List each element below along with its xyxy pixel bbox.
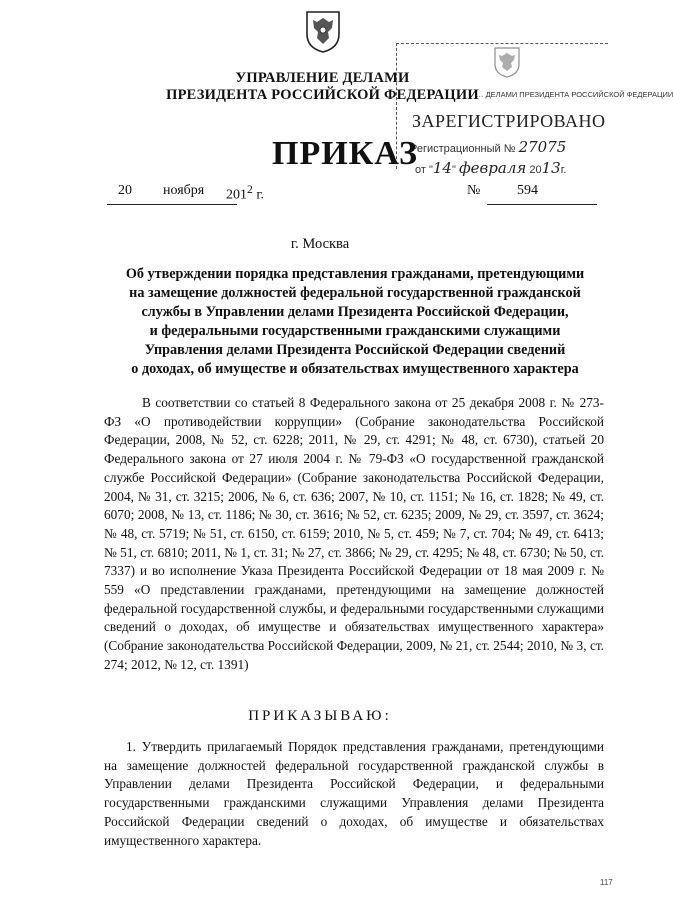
order-day: 20 bbox=[118, 183, 132, 198]
org-line-2: ПРЕЗИДЕНТА РОССИЙСКОЙ ФЕДЕРАЦИИ bbox=[166, 87, 479, 103]
order-number: 594 bbox=[517, 183, 538, 198]
heading-line: Об утверждении порядка представления гражданами, претендующими bbox=[125, 266, 585, 282]
org-line-1: УПРАВЛЕНИЕ ДЕЛАМИ bbox=[235, 70, 410, 86]
stamp-date-prefix: от " bbox=[415, 164, 433, 176]
order-heading bbox=[105, 265, 605, 378]
order-month: ноября bbox=[163, 183, 205, 198]
stamp-date-day: 14 bbox=[432, 159, 452, 177]
document-type-title: ПРИКАЗ bbox=[272, 135, 418, 172]
heading-line: службы в Управлении делами Президента Российской Федерации, bbox=[141, 303, 569, 320]
stamp-emblem-icon bbox=[492, 45, 522, 79]
heading-line: Управления делами Президента Российской Федерации сведений bbox=[144, 341, 566, 358]
stamp-date-quote: " bbox=[451, 164, 456, 176]
city: г. Москва bbox=[290, 236, 350, 252]
heading-line: и федеральными государственными гражданскими служащими bbox=[149, 322, 561, 339]
order-number-label: № bbox=[467, 183, 481, 198]
order-year-prefix: 201 bbox=[226, 187, 247, 203]
stamp-date-line bbox=[415, 159, 566, 177]
stamp-date-year-prefix: 20 bbox=[529, 164, 542, 176]
preamble-paragraph: В соответствии со статьей 8 Федерального закона от 25 декабря 2008 г. № 273-ФЗ «О противодействии коррупции» (Собрание законодательства Российской Федерации, 2008, № 52, ст. 6228; 2011, № 29, ст. 4291; № 48, ст. 6730), статьей 20 Федерального закона от 27 июля 2004 г. № 79-ФЗ «О государственной гражданской службе Российской Федерации» (Собрание законодательства Российской Федерации, 2004, № 31, ст. 3215; 2006, № 6, ст. 636; 2007, № 10, ст. 1151; № 16, ст. 1828; № 49, ст. 6070; 2008, № 13, ст. 1186; № 30, ст. 3616; № 52, ст. 6235; 2009, № 29, ст. 3597, ст. 3624; № 48, ст. 5719; № 51, ст. 6150, ст. 6159; 2010, № 5, ст. 459; № 7, ст. 704; № 49, ст. 6413; № 51, ст. 6810; 2011, № 1, ст. 31; № 27, ст. 3866; № 29, ст. 4295; № 48, ст. 6730; № 50, ст. 7337) и во исполнение Указа Президента Российской Федерации от 18 мая 2009 г. № 559 «О представлении гражданами, претендующими на замещение должностей федеральной государственной службы, и федеральными государственными служащими сведений о доходах, об имуществе и обязательствах имущественного характера» (Собрание законодательства Российской Федерации, 2009, № 21, ст. 2544; 2010, № 3, ст. 274; 2012, № 12, ст. 1391) bbox=[104, 395, 604, 672]
heading-line: о доходах, об имуществе и обязательствах имущественного характера bbox=[131, 360, 579, 377]
heading-line: на замещение должностей федеральной государственной гражданской bbox=[129, 284, 581, 301]
stamp-organization: … ДЕЛАМИ ПРЕЗИДЕНТА РОССИЙСКОЙ ФЕДЕРАЦИИ bbox=[476, 90, 673, 99]
order-item-1: 1. Утвердить прилагаемый Порядок представления гражданами, претендующими на замещение должностей федеральной государственной гражданской службы в Управлении делами Президента Российской Федерации, и федеральными государственными гражданскими служащими Управления делами Президента Российской Федерации сведений о доходах, об имуществе и обязательствах имущественного характера. bbox=[104, 739, 604, 848]
stamp-registration-line bbox=[410, 138, 566, 156]
stamp-date-year: 13 bbox=[541, 159, 561, 177]
order-year-suffix: г. bbox=[256, 187, 264, 203]
order-year-digit: 2 bbox=[247, 183, 253, 196]
stamp-date-month: февраля bbox=[458, 159, 527, 177]
page-number: 117 bbox=[600, 878, 613, 887]
state-emblem-icon bbox=[303, 8, 343, 54]
stamp-title: ЗАРЕГИСТРИРОВАНО bbox=[412, 111, 606, 131]
stamp-date-suffix: г. bbox=[560, 164, 567, 176]
date-underline bbox=[107, 204, 237, 205]
order-verb: ПРИКАЗЫВАЮ: bbox=[248, 708, 392, 724]
order-year bbox=[226, 183, 264, 204]
stamp-reg-label: Регистрационный № bbox=[410, 143, 516, 155]
stamp-reg-number: 27075 bbox=[518, 138, 567, 156]
number-underline bbox=[487, 204, 597, 205]
